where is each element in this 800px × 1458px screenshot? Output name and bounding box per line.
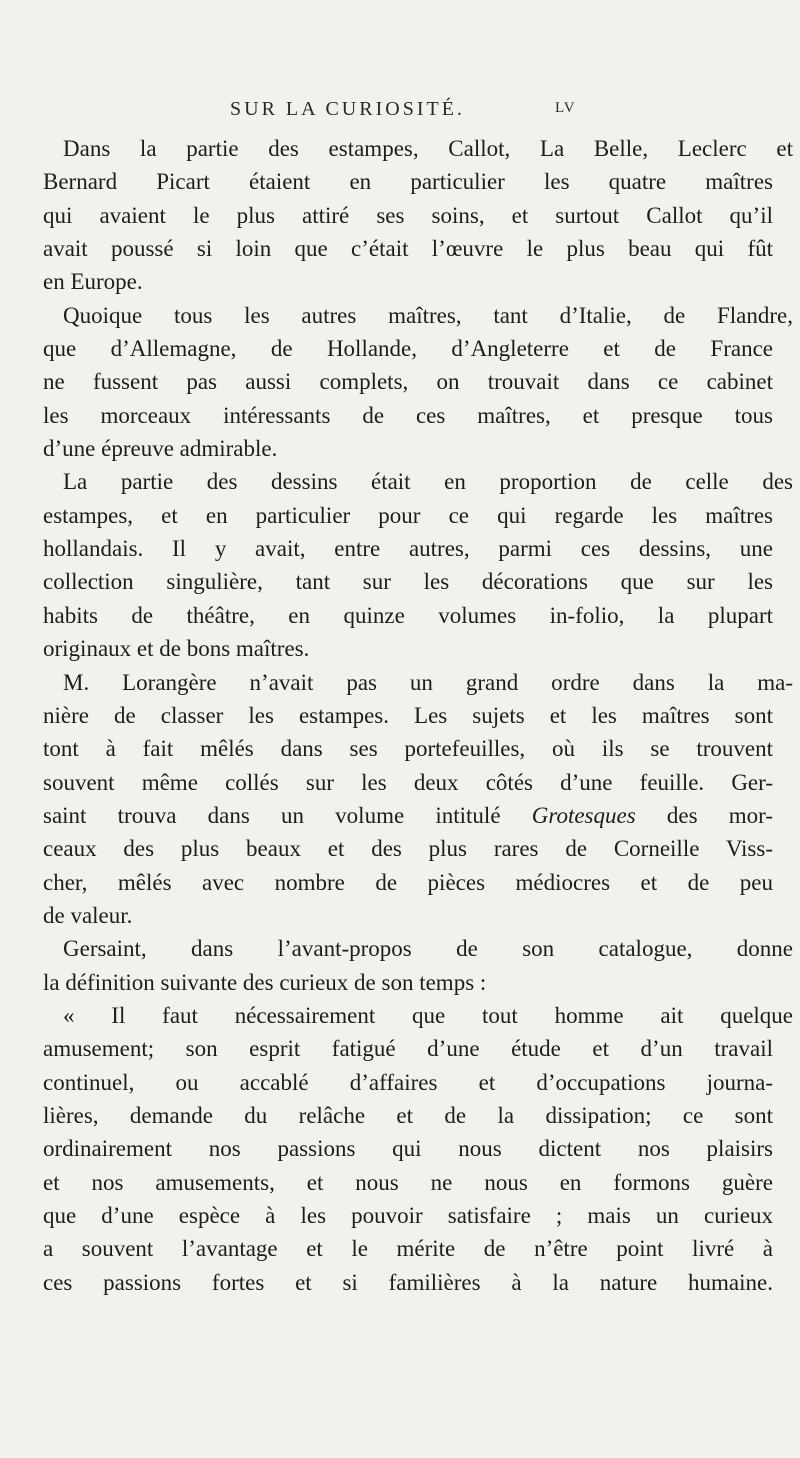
text-line: tont à fait mêlés dans ses portefeuilles, où ils se trouvent bbox=[43, 736, 773, 762]
text-line: habits de théâtre, en quinze volumes in-folio, la plupart bbox=[43, 602, 773, 628]
text-line: Quoique tous les autres maîtres, tant d’Italie, de Flandre, bbox=[63, 302, 793, 328]
text-line: estampes, et en particulier pour ce qui regarde les maîtres bbox=[43, 502, 773, 528]
text-line: que d’une espèce à les pouvoir satisfaire ; mais un curieux bbox=[43, 1203, 773, 1228]
text-line: en Europe. bbox=[43, 269, 143, 295]
text-line: La partie des dessins était en proportion de celle des bbox=[63, 469, 793, 495]
text-line: avait poussé si loin que c’était l’œuvre le plus beau qui fût bbox=[43, 236, 773, 262]
text-line: Gersaint, dans l’avant-propos de son catalogue, donne bbox=[63, 936, 793, 962]
text-line: nière de classer les estampes. Les sujets et les maîtres sont bbox=[43, 702, 773, 728]
text-line: cher, mêlés avec nombre de pièces médiocres et de peu bbox=[43, 869, 773, 895]
text-line: les morceaux intéressants de ces maîtres, et presque tous bbox=[43, 402, 773, 428]
text-line: M. Lorangère n’avait pas un grand ordre dans la ma- bbox=[63, 669, 793, 695]
text-line: d’une épreuve admirable. bbox=[43, 436, 278, 462]
page-number: LV bbox=[555, 100, 576, 116]
text-line: ceaux des plus beaux et des plus rares de Corneille Viss- bbox=[43, 836, 773, 862]
running-head bbox=[0, 98, 800, 128]
text-line: Dans la partie des estampes, Callot, La Belle, Leclerc et bbox=[63, 136, 793, 161]
running-title: SUR LA CURIOSITÉ. bbox=[230, 98, 465, 120]
italic-book-title: Grotesques bbox=[531, 802, 636, 828]
text-line: hollandais. Il y avait, entre autres, parmi ces dessins, une bbox=[43, 536, 773, 562]
text-line: souvent même collés sur les deux côtés d’une feuille. Ger- bbox=[43, 769, 773, 795]
text-fragment: des mor- bbox=[635, 802, 773, 828]
text-line: originaux et de bons maîtres. bbox=[43, 636, 310, 662]
text-line: continuel, ou accablé d’affaires et d’occupations journa- bbox=[43, 1069, 773, 1095]
text-line: ces passions fortes et si familières à la nature humaine. bbox=[43, 1269, 773, 1295]
text-line: ne fussent pas aussi complets, on trouvait dans ce cabinet bbox=[43, 369, 773, 395]
text-line: et nos amusements, et nous ne nous en formons guère bbox=[43, 1169, 773, 1195]
text-line: amusement; son esprit fatigué d’une étude et d’un travail bbox=[43, 1036, 773, 1062]
text-line: a souvent l’avantage et le mérite de n’être point livré à bbox=[43, 1236, 773, 1262]
text-line: collection singulière, tant sur les décorations que sur les bbox=[43, 569, 773, 595]
text-line: de valeur. bbox=[43, 902, 133, 928]
text-line: « Il faut nécessairement que tout homme ait quelque bbox=[63, 1002, 793, 1028]
text-line-with-title bbox=[43, 799, 773, 832]
text-line: que d’Allemagne, de Hollande, d’Angleterre et de France bbox=[43, 336, 773, 362]
body-text bbox=[43, 132, 793, 1299]
text-line: Bernard Picart étaient en particulier les quatre maîtres bbox=[43, 169, 773, 195]
text-fragment: saint trouva dans un volume intitulé bbox=[43, 802, 501, 828]
text-line: la définition suivante des curieux de son temps : bbox=[43, 969, 487, 995]
text-line: ordinairement nos passions qui nous dictent nos plaisirs bbox=[43, 1136, 773, 1162]
text-line: lières, demande du relâche et de la dissipation; ce sont bbox=[43, 1102, 773, 1128]
text-line: qui avaient le plus attiré ses soins, et surtout Callot qu’il bbox=[43, 202, 773, 228]
